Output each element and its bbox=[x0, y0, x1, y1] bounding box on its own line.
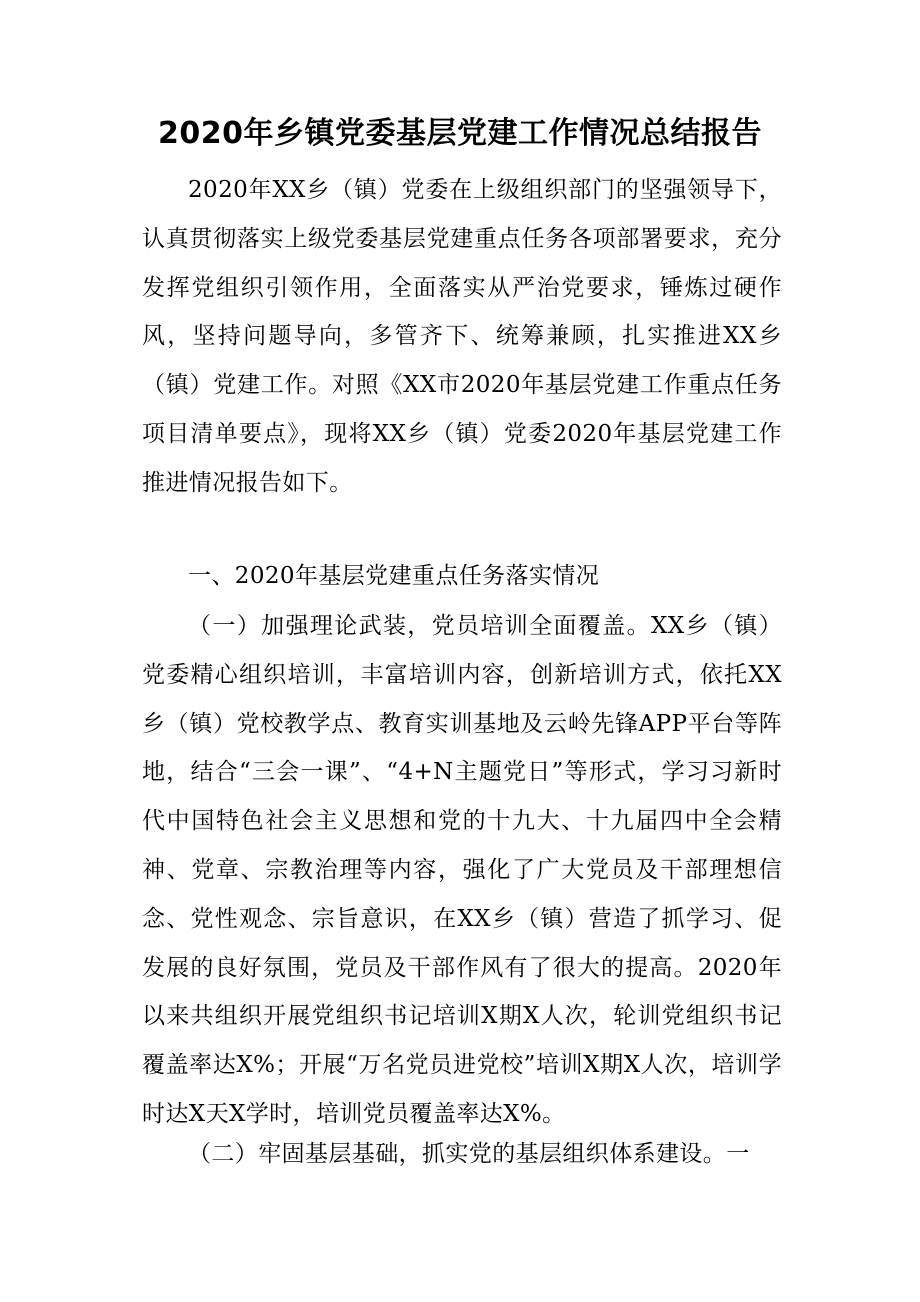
subsection-1-paragraph: （一）加强理论武装，党员培训全面覆盖。XX乡（镇）党委精心组织培训，丰富培训内容，创新培训方式，依托XX乡（镇）党校教学点、教育实训基地及云岭先锋APP平台等阵地，结合“三会一课”、“4+N主题党日”等形式，学习习新时代中国特色社会主义思想和党的十九大、十九届四中全会精神、党章、宗教治理等内容，强化了广大党员及干部理想信念、党性观念、宗旨意识，在XX乡（镇）营造了抓学习、促发展的良好氛围，党员及干部作风有了很大的提高。2020年以来共组织开展党组织书记培训X期X人次，轮训党组织书记覆盖率达X%；开展“万名党员进党校”培训X期X人次，培训学时达X天X学时，培训党员覆盖率达X%。 bbox=[142, 613, 782, 1127]
subsection-2-paragraph: （二）牢固基层基础，抓实党的基层组织体系建设。一 bbox=[188, 1141, 750, 1167]
section-heading-1: 一、2020年基层党建重点任务落实情况 bbox=[188, 563, 600, 589]
document-title: 2020年乡镇党委基层党建工作情况总结报告 bbox=[158, 116, 762, 151]
intro-paragraph: 2020年XX乡（镇）党委在上级组织部门的坚强领导下，认真贯彻落实上级党委基层党建重点任务各项部署要求，充分发挥党组织引领作用，全面落实从严治党要求，锤炼过硬作风，坚持问题导向，多管齐下、统筹兼顾，扎实推进XX乡（镇）党建工作。对照《XX市2020年基层党建工作重点任务项目清单要点》，现将XX乡（镇）党委2020年基层党建工作推进情况报告如下。 bbox=[142, 177, 782, 496]
